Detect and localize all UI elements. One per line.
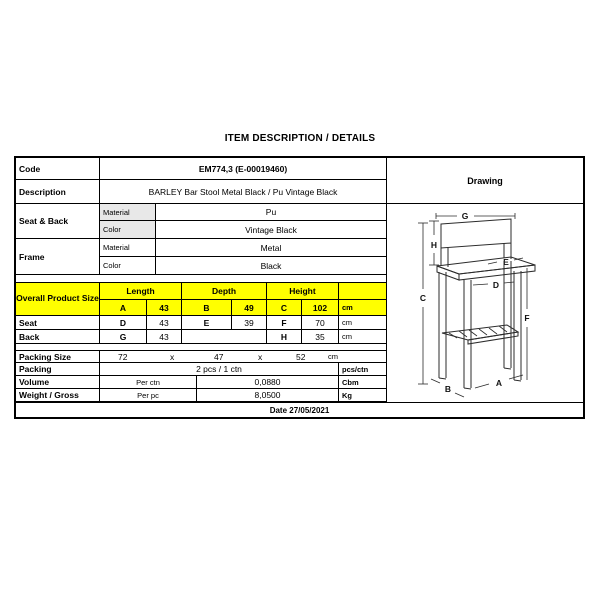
back-unit: cm	[339, 330, 386, 344]
packing-size-d: 47	[214, 351, 224, 362]
packing-size-label: Packing Size	[16, 351, 100, 363]
depth-header: Depth	[182, 283, 267, 300]
seat-depth-key: E	[182, 316, 232, 330]
seat-unit: cm	[339, 316, 386, 330]
bar-stool-sketch	[387, 204, 584, 402]
description-value: BARLEY Bar Stool Metal Black / Pu Vintage Black	[100, 180, 386, 204]
spec-table	[14, 156, 585, 419]
overall-length-key: A	[100, 300, 147, 316]
frame-label: Frame	[16, 239, 100, 275]
frame-color-label: Color	[100, 257, 156, 275]
back-row-label: Back	[16, 330, 100, 344]
volume-basis: Per ctn	[100, 376, 197, 389]
back-length-value: 43	[147, 330, 182, 344]
dim-label-e: E	[503, 257, 509, 267]
code-label: Code	[16, 158, 100, 180]
frame-material-value: Metal	[156, 239, 386, 257]
seat-height-value: 70	[302, 316, 339, 330]
drawing-header: Drawing	[387, 158, 583, 204]
back-height-value: 35	[302, 330, 339, 344]
overall-depth-value: 49	[232, 300, 267, 316]
frame-material-label: Material	[100, 239, 156, 257]
spacer-row	[16, 344, 386, 351]
spec-grid	[16, 158, 386, 402]
dim-label-g: G	[461, 211, 469, 221]
weight-value: 8,0500	[197, 389, 339, 402]
dim-label-d: D	[492, 280, 500, 290]
seat-length-key: D	[100, 316, 147, 330]
spacer-row	[16, 275, 386, 283]
packing-size-h: 52	[296, 351, 306, 362]
overall-height-value: 102	[302, 300, 339, 316]
seat-back-material-value: Pu	[156, 204, 386, 221]
packing-size-x2: x	[258, 351, 263, 362]
packing-size-value	[100, 351, 386, 363]
back-length-key: G	[100, 330, 147, 344]
frame-color-value: Black	[156, 257, 386, 275]
weight-unit: Kg	[339, 389, 386, 402]
weight-label: Weight / Gross	[16, 389, 100, 402]
drawing-column	[386, 158, 583, 402]
seat-height-key: F	[267, 316, 302, 330]
size-header-unit-blank	[339, 283, 386, 300]
dim-label-c: C	[419, 293, 427, 303]
seat-row-label: Seat	[16, 316, 100, 330]
volume-unit: Cbm	[339, 376, 386, 389]
dim-label-a: A	[495, 378, 503, 388]
dim-label-f: F	[524, 313, 530, 323]
seat-back-color-label: Color	[100, 221, 156, 239]
packing-size-w: 72	[118, 351, 128, 362]
length-header: Length	[100, 283, 182, 300]
code-value: EM774,3 (E-00019460)	[100, 158, 386, 180]
overall-length-value: 43	[147, 300, 182, 316]
weight-basis: Per pc	[100, 389, 197, 402]
packing-label: Packing	[16, 363, 100, 376]
dim-label-b: B	[444, 384, 452, 394]
packing-size-unit: cm	[328, 352, 338, 361]
seat-back-color-value: Vintage Black	[156, 221, 386, 239]
stool-drawing	[387, 204, 583, 402]
seat-depth-value: 39	[232, 316, 267, 330]
overall-unit: cm	[339, 300, 386, 316]
back-depth-blank	[182, 330, 267, 344]
table-main	[16, 158, 583, 402]
overall-size-header: Overall Product Size	[16, 283, 100, 316]
dim-label-h: H	[430, 240, 438, 250]
overall-depth-key: B	[182, 300, 232, 316]
seat-back-label: Seat & Back	[16, 204, 100, 239]
packing-value: 2 pcs / 1 ctn	[100, 363, 339, 376]
page-title: ITEM DESCRIPTION / DETAILS	[224, 133, 376, 144]
volume-label: Volume	[16, 376, 100, 389]
volume-value: 0,0880	[197, 376, 339, 389]
back-height-key: H	[267, 330, 302, 344]
seat-back-material-label: Material	[100, 204, 156, 221]
height-header: Height	[267, 283, 339, 300]
packing-size-x1: x	[170, 351, 175, 362]
description-label: Description	[16, 180, 100, 204]
date-row: Date 27/05/2021	[16, 402, 583, 417]
packing-unit: pcs/ctn	[339, 363, 386, 376]
overall-height-key: C	[267, 300, 302, 316]
seat-length-value: 43	[147, 316, 182, 330]
